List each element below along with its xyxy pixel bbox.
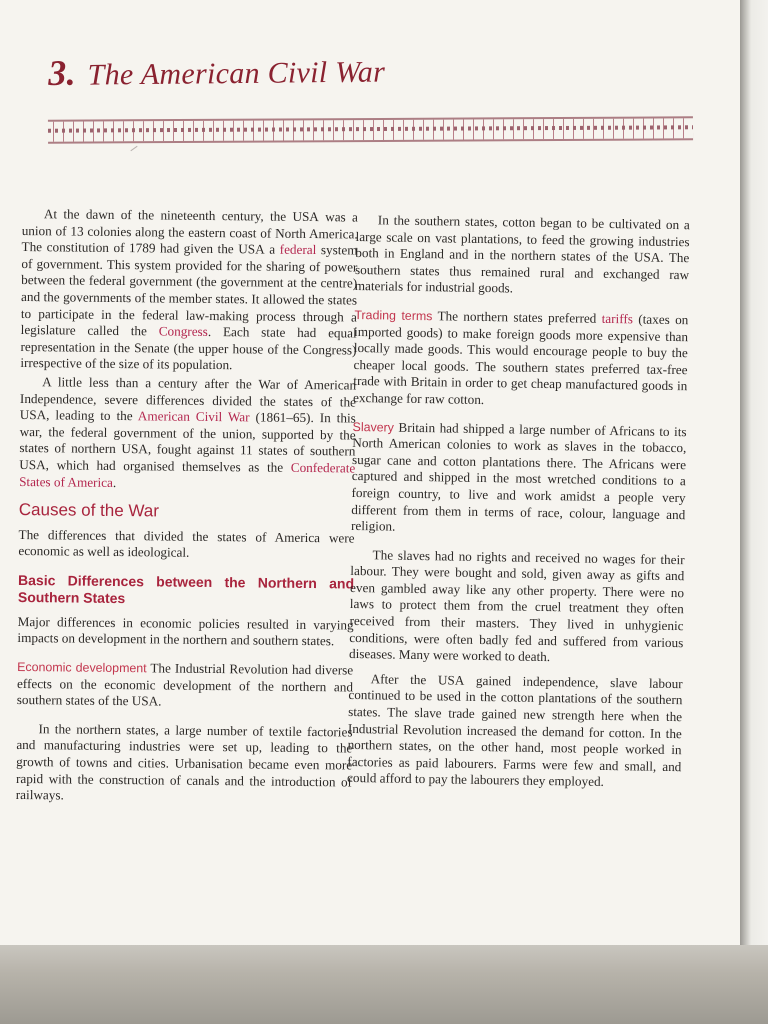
left-column bbox=[16, 206, 358, 809]
text-run: , which had organised themselves as the bbox=[45, 457, 291, 475]
chapter-title bbox=[48, 48, 385, 94]
text-run: , leading to the bbox=[46, 407, 138, 424]
text-run: . bbox=[112, 474, 117, 490]
text-run: a bbox=[264, 241, 280, 257]
keyword-civil-war: American Civil War bbox=[137, 408, 250, 425]
text-run: was a union of 13 colonies along the eastern coast of North America. The constitution of 1789 had given the bbox=[21, 209, 358, 257]
southern-states-paragraph bbox=[355, 212, 690, 300]
slaves-paragraph: The slaves had no rights and received no wages for their labour. They were bought and sold, given away as gifts and even gambled away like any other property. There were no laws to protect them from the cruel treatment they often received from their masters. They lived in unhygienic conditions, were often badly fed and suffered from various diseases. Many were worked to death. bbox=[348, 546, 685, 665]
keyword-congress: Congress bbox=[158, 323, 208, 340]
intro-paragraph bbox=[20, 206, 358, 375]
run-in-heading-economic: Economic development bbox=[17, 660, 147, 676]
usa-abbrev: USA bbox=[121, 441, 148, 457]
usa-abbrev: USA bbox=[131, 693, 159, 709]
text-run: Britain had shipped a large number of Africans to its North American colonies to work as slaves in the tobacco, sugar cane and cotton plantations there. The Africans were captured and shipped in the most wretched conditions to a foreign country, to live and work amidst a people very different from them in terms of race, colour, language and religion. bbox=[350, 419, 687, 534]
decorative-border bbox=[48, 116, 693, 143]
scan-bottom-strip bbox=[0, 945, 768, 1024]
text-run: At the dawn of the nineteenth century, the bbox=[43, 206, 293, 224]
slavery-paragraph bbox=[351, 419, 687, 540]
run-in-heading-trading: Trading terms bbox=[354, 307, 433, 324]
after-independence-paragraph bbox=[347, 671, 683, 792]
usa-abbrev: USA bbox=[437, 672, 465, 688]
text-run: . The southern states thus remained rural and exchanged raw materials for industrial goods. bbox=[354, 249, 690, 296]
war-paragraph bbox=[19, 374, 356, 494]
text-run: A little less than a century after the War of American Independence, severe differences divided the states of the bbox=[19, 374, 357, 410]
text-run: (1861–65). In this war, the federal government of the union, supported by the states of northern bbox=[19, 409, 356, 457]
page-edge bbox=[740, 0, 768, 1024]
usa-abbrev: USA bbox=[19, 407, 47, 423]
usa-abbrev: USA bbox=[238, 241, 265, 257]
chapter-title-text: The American Civil War bbox=[87, 55, 386, 92]
text-run: system of government. This system provided for the sharing of power between the federal government (the government at the centre) and the governments of the member states. It allowed the states to participate in the federal law-making process through a legislature called the bbox=[20, 242, 358, 339]
trading-terms-paragraph bbox=[353, 307, 689, 412]
text-run: The Industrial Revolution had diverse effects on the economic development of the northern and southern states of the bbox=[16, 660, 354, 709]
economic-development-paragraph bbox=[17, 659, 354, 712]
keyword-tariffs: tariffs bbox=[601, 310, 634, 327]
causes-heading: Causes of the War bbox=[18, 500, 160, 521]
run-in-heading-slavery: Slavery bbox=[352, 419, 395, 435]
northern-states-paragraph: In the northern states, a large number of textile factories and manufacturing industries were set up, leading to the growth of towns and cities. Urbanisation became even more rapid with the construction of canals and the introduction of railways. bbox=[15, 721, 353, 803]
text-run: . bbox=[158, 693, 162, 709]
text-run: (taxes on imported goods) to make foreign goods more expensive than locally made goods. This would encourage people to buy the cheaper local goods. The southern states preferred tax-free trade with Britain in order to get cheap manufactured goods in exchange for raw cotton. bbox=[352, 311, 689, 407]
causes-paragraph: The differences that divided the states of America were economic as well as ideological. bbox=[18, 526, 355, 561]
basic-differences-heading: Basic Differences between the Northern and Southern States bbox=[17, 571, 355, 606]
chapter-number: 3. bbox=[48, 52, 77, 93]
pen-mark bbox=[130, 146, 137, 151]
basic-differences-paragraph: Major differences in economic policies resulted in varying impacts on development in the northern and southern states. bbox=[17, 613, 354, 649]
text-run: , fought against 11 states of southern bbox=[147, 441, 356, 459]
keyword-federal: federal bbox=[279, 241, 317, 258]
text-run: After the bbox=[370, 671, 439, 688]
usa-abbrev: USA bbox=[633, 249, 661, 265]
usa-abbrev: USA bbox=[292, 208, 319, 225]
text-run: In the southern states, cotton began to be cultivated on a large scale on vast plantations, to feed the growing industries both in England and in the northern states of the bbox=[355, 212, 690, 265]
keyword-confederate: Confederate States of America bbox=[19, 459, 356, 490]
text-run: gained independence, slave labour continued to be used in the cotton plantations of the southern states. The slave trade gained new strength here when the Industrial Revolution increased the demand for cotton. In the northern states, on the other hand, most people worked in factories as paid labourers. Farms were few and small, and could afford to pay the labourers they employed. bbox=[346, 672, 683, 790]
text-run: . Each state had equal representation in the Senate (the upper house of the Congress) irrespective of the size of its population. bbox=[20, 324, 357, 373]
usa-abbrev: USA bbox=[19, 456, 46, 473]
right-column bbox=[347, 212, 690, 794]
text-run: The northern states preferred bbox=[432, 308, 602, 326]
